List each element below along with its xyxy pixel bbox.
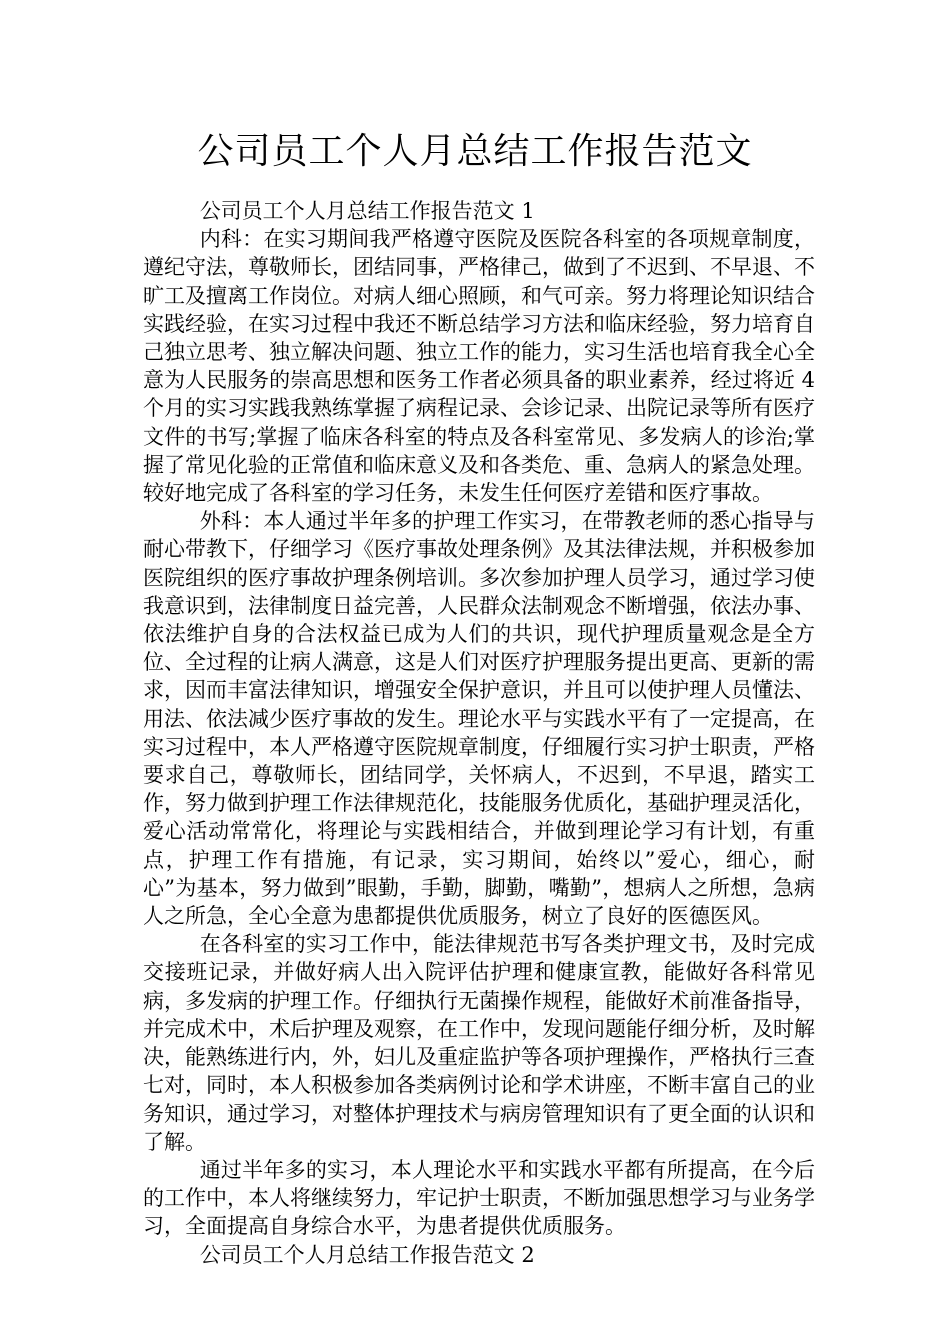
paragraph-conclusion: 通过半年多的实习，本人理论水平和实践水平都有所提高，在今后的工作中，本人将继续努力，牢记护士职责，不断加强思想学习与业务学习，全面提高自身综合水平，为患者提供优质服务。 bbox=[143, 1157, 815, 1239]
section-heading-1: 公司员工个人月总结工作报告范文 1 bbox=[199, 199, 535, 223]
document-title: 公司员工个人月总结工作报告范文 bbox=[197, 131, 753, 172]
paragraph-internal-medicine: 内科：在实习期间我严格遵守医院及医院各科室的各项规章制度，遵纪守法，尊敬师长，团结同事，严格律己，做到了不迟到、不早退、不旷工及擅离工作岗位。对病人细心照顾，和气可亲。努力将理论知识结合实践经验，在实习过程中我还不断总结学习方法和临床经验，努力培育自己独立思考、独立解决问题、独立工作的能力，实习生活也培育我全心全意为人民服务的崇高思想和医务工作者必须具备的职业素养，经过将近 4 个月的实习实践我熟练掌握了病程记录、会诊记录、出院记录等所有医疗文件的书写;掌握了临床各科室的特点及各科室常见、多发病人的诊治;掌握了常见化验的正常值和临床意义及和各类危、重、急病人的紧急处理。较好地完成了各科室的学习任务，未发生任何医疗差错和医疗事故。 bbox=[143, 227, 815, 506]
document-body bbox=[143, 197, 815, 1269]
paragraph-surgery: 外科：本人通过半年多的护理工作实习，在带教老师的悉心指导与耐心带教下，仔细学习《医疗事故处理条例》及其法律法规，并积极参加医院组织的医疗事故护理条例培训。多次参加护理人员学习，通过学习使我意识到，法律制度日益完善，人民群众法制观念不断增强，依法办事、依法维护自身的合法权益已成为人们的共识，现代护理质量观念是全方位、全过程的让病人满意，这是人们对医疗护理服务提出更高、更新的需求，因而丰富法律知识，增强安全保护意识，并且可以使护理人员懂法、用法、依法减少医疗事故的发生。理论水平与实践水平有了一定提高，在实习过程中，本人严格遵守医院规章制度，仔细履行实习护士职责，严格要求自己，尊敬师长，团结同学，关怀病人，不迟到，不早退，踏实工作，努力做到护理工作法律规范化，技能服务优质化，基础护理灵活化，爱心活动常常化，将理论与实践相结合，并做到理论学习有计划，有重点，护理工作有措施，有记录，实习期间，始终以”爱心，细心，耐心”为基本，努力做到”眼勤，手勤，脚勤，嘴勤”，想病人之所想，急病人之所急，全心全意为患都提供优质服务，树立了良好的医德医风。 bbox=[143, 509, 815, 929]
section-heading-2: 公司员工个人月总结工作报告范文 2 bbox=[199, 1242, 535, 1267]
paragraph-departments: 在各科室的实习工作中，能法律规范书写各类护理文书，及时完成交接班记录，并做好病人出入院评估护理和健康宣教，能做好各科常见病，多发病的护理工作。仔细执行无菌操作规程，能做好术前准备指导，并完成术中，术后护理及观察，在工作中，发现问题能仔细分析，及时解决，能熟练进行内，外，妇儿及重症监护等各项护理操作，严格执行三查七对，同时，本人积极参加各类病例讨论和学术讲座，不断丰富自己的业务知识，通过学习，对整体护理技术与病房管理知识有了更全面的认识和了解。 bbox=[143, 932, 815, 1154]
